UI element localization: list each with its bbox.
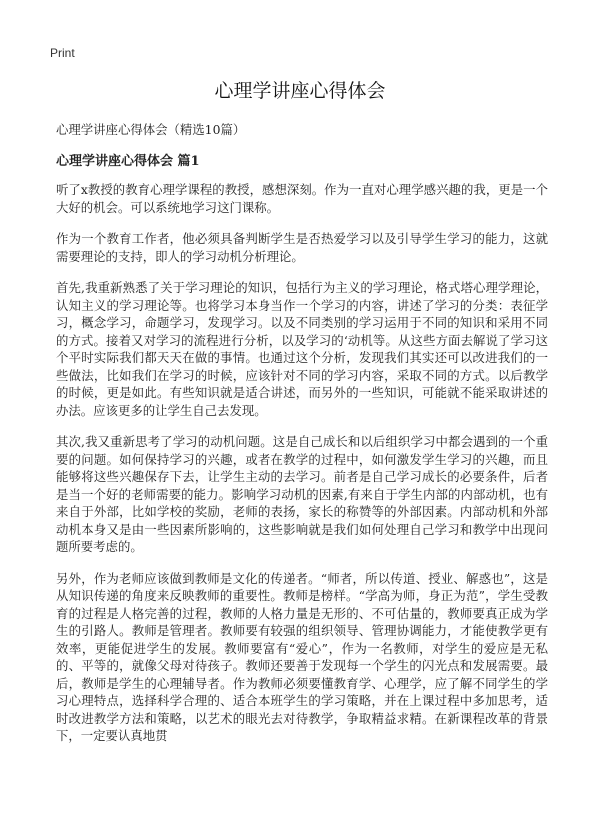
document-title: 心理学讲座心得体会: [214, 80, 386, 102]
document-subtitle: 心理学讲座心得体会（精选10篇）: [56, 122, 246, 137]
print-link[interactable]: Print: [50, 46, 75, 60]
paragraph: 作为一个教育工作者，他必须具备判断学生是否热爱学习以及引导学生学习的能力，这就需要理论的支持，即人的学习动机分析理论。: [56, 231, 548, 264]
document-body: [56, 121, 548, 759]
paragraph: 其次,我又重新思考了学习的动机问题。这是自己成长和以后组织学习中都会遇到的一个重要的问题。如何保持学习的兴趣，或者在教学的过程中，如何激发学生学习的兴趣，而且能够将这些兴趣保存下去，让学生主动的去学习。前者是自己学习成长的必要条件，后者是当一个好的老师需要的能力。影响学习动机的因素,有来自于学生内部的内部动机，也有来自于外部，比如学校的奖励，老师的表扬，家长的称赞等的外部因素。内部动机和外部动机本身又是由一些因素所影响的，这些影响就是我们如何处理自己学习和教学中出现问题所要考虑的。: [56, 434, 548, 554]
section-heading: 心理学讲座心得体会 篇1: [56, 153, 200, 169]
paragraph: 听了x教授的教育心理学课程的教授，感想深刻。作为一直对心理学感兴趣的我，更是一个大好的机会。可以系统地学习这门课称。: [56, 182, 548, 215]
paragraph: 首先,我重新熟悉了关于学习理论的知识，包括行为主义的学习理论，格式塔心理学理论，认知主义的学习理论等。也将学习本身当作一个学习的内容，讲述了学习的分类：表征学习，概念学习，命题学习，发现学习。以及不同类别的学习运用于不同的知识和采用不同的方式。接着又对学习的流程进行分析，以及学习的‘动机等。从这些方面去解说了学习这个平时实际我们都天天在做的事情。也通过这个分析，发现我们其实还可以改进我们的一些做法，比如我们在学习的时候，应该针对不同的学习内容，采取不同的方式。以后教学的时候，更是如此。有些知识就是适合讲述，而另外的一些知识，可能就不能采取讲述的办法。应该更多的让学生自己去发现。: [56, 280, 548, 418]
paragraph: 另外，作为老师应该做到教师是文化的传递者。“师者，所以传道、授业、解惑也”，这是从知识传递的角度来反映教师的重要性。教师是榜样。“学高为师，身正为范”，学生受教育的过程是人格完善的过程，教师的人格力量是无形的、不可估量的，教师要真正成为学生的引路人。教师是管理者。教师要有较强的组织领导、管理协调能力，才能使教学更有效率，更能促进学生的发展。教师要富有“爱心”，作为一名教师，对学生的爱应是无私的、平等的，就像父母对待孩子。教师还要善于发现每一个学生的闪光点和发展需要。最后，教师是学生的心理辅导者。作为教师必须要懂教育学、心理学，应了解不同学生的学习心理特点，选择科学合理的、适合本班学生的学习策略，并在上课过程中多加思考，适时改进教学方法和策略，以艺术的眼光去对待教学，争取精益求精。在新课程改革的背景下，一定要认真地贯: [56, 570, 548, 743]
